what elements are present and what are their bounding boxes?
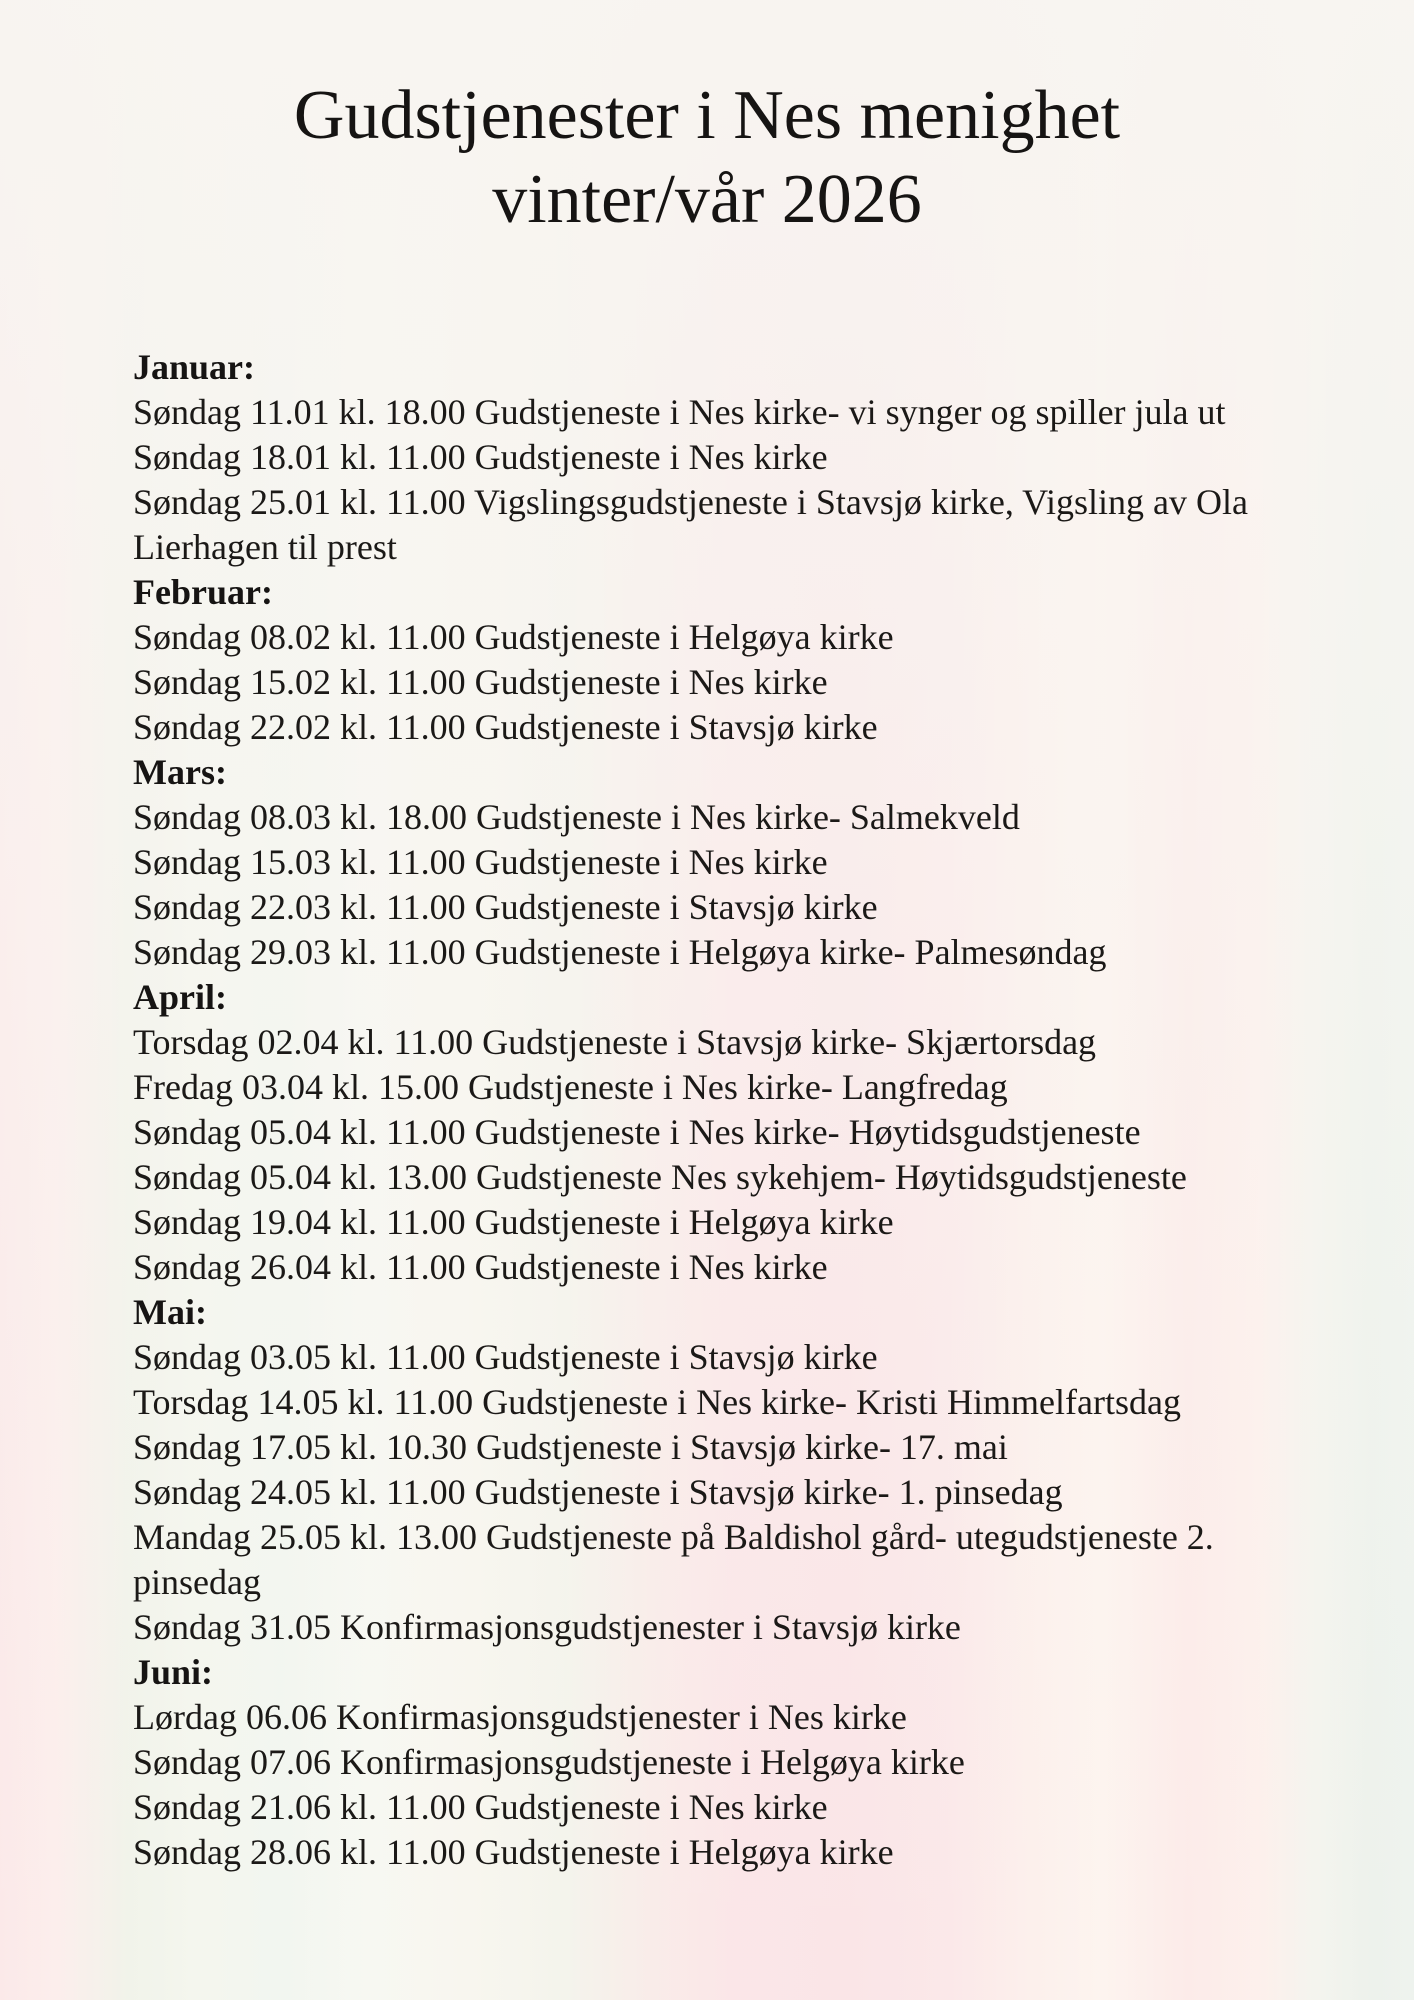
event-line: Lørdag 06.06 Konfirmasjonsgudstjenester i Nes kirke	[133, 1697, 907, 1737]
event-line: Fredag 03.04 kl. 15.00 Gudstjeneste i Nes kirke- Langfredag	[133, 1067, 1008, 1107]
month-heading: Februar:	[133, 572, 273, 612]
event-line: Torsdag 14.05 kl. 11.00 Gudstjeneste i Nes kirke- Kristi Himmelfartsdag	[133, 1382, 1181, 1422]
event-line: Søndag 19.04 kl. 11.00 Gudstjeneste i Helgøya kirke	[133, 1202, 894, 1242]
title-line-2: vinter/vår 2026	[492, 161, 922, 238]
event-line: Søndag 25.01 kl. 11.00 Vigslingsgudstjeneste i Stavsjø kirke, Vigsling av Ola Lierhagen til prest	[133, 482, 1248, 567]
event-line: Søndag 05.04 kl. 13.00 Gudstjeneste Nes sykehjem- Høytidsgudstjeneste	[133, 1157, 1187, 1197]
event-line: Søndag 11.01 kl. 18.00 Gudstjeneste i Nes kirke- vi synger og spiller jula ut	[133, 392, 1226, 432]
event-line: Mandag 25.05 kl. 13.00 Gudstjeneste på Baldishol gård- utegudstjeneste 2. pinsedag	[133, 1517, 1214, 1602]
event-line: Søndag 22.02 kl. 11.00 Gudstjeneste i Stavsjø kirke	[133, 707, 878, 747]
event-line: Søndag 08.02 kl. 11.00 Gudstjeneste i Helgøya kirke	[133, 617, 894, 657]
event-line: Søndag 05.04 kl. 11.00 Gudstjeneste i Nes kirke- Høytidsgudstjeneste	[133, 1112, 1141, 1152]
page-title	[0, 0, 1414, 242]
month-heading: Juni:	[133, 1652, 214, 1692]
event-line: Søndag 22.03 kl. 11.00 Gudstjeneste i Stavsjø kirke	[133, 887, 878, 927]
event-line: Søndag 17.05 kl. 10.30 Gudstjeneste i Stavsjø kirke- 17. mai	[133, 1427, 1008, 1467]
schedule	[0, 345, 1414, 1875]
event-line: Torsdag 02.04 kl. 11.00 Gudstjeneste i Stavsjø kirke- Skjærtorsdag	[133, 1022, 1097, 1062]
event-line: Søndag 07.06 Konfirmasjonsgudstjeneste i Helgøya kirke	[133, 1742, 965, 1782]
month-heading: Mars:	[133, 752, 227, 792]
title-line-1: Gudstjenester i Nes menighet	[293, 77, 1121, 154]
event-line: Søndag 15.03 kl. 11.00 Gudstjeneste i Nes kirke	[133, 842, 828, 882]
month-heading: Januar:	[133, 347, 256, 387]
month-heading: Mai:	[133, 1292, 207, 1332]
event-line: Søndag 21.06 kl. 11.00 Gudstjeneste i Nes kirke	[133, 1787, 828, 1827]
event-line: Søndag 26.04 kl. 11.00 Gudstjeneste i Nes kirke	[133, 1247, 828, 1287]
event-line: Søndag 24.05 kl. 11.00 Gudstjeneste i Stavsjø kirke- 1. pinsedag	[133, 1472, 1063, 1512]
event-line: Søndag 28.06 kl. 11.00 Gudstjeneste i Helgøya kirke	[133, 1832, 894, 1872]
event-line: Søndag 31.05 Konfirmasjonsgudstjenester i Stavsjø kirke	[133, 1607, 961, 1647]
event-line: Søndag 18.01 kl. 11.00 Gudstjeneste i Nes kirke	[133, 437, 828, 477]
event-line: Søndag 15.02 kl. 11.00 Gudstjeneste i Nes kirke	[133, 662, 828, 702]
month-heading: April:	[133, 977, 227, 1017]
event-line: Søndag 29.03 kl. 11.00 Gudstjeneste i Helgøya kirke- Palmesøndag	[133, 932, 1107, 972]
event-line: Søndag 03.05 kl. 11.00 Gudstjeneste i Stavsjø kirke	[133, 1337, 878, 1377]
event-line: Søndag 08.03 kl. 18.00 Gudstjeneste i Nes kirke- Salmekveld	[133, 797, 1020, 837]
